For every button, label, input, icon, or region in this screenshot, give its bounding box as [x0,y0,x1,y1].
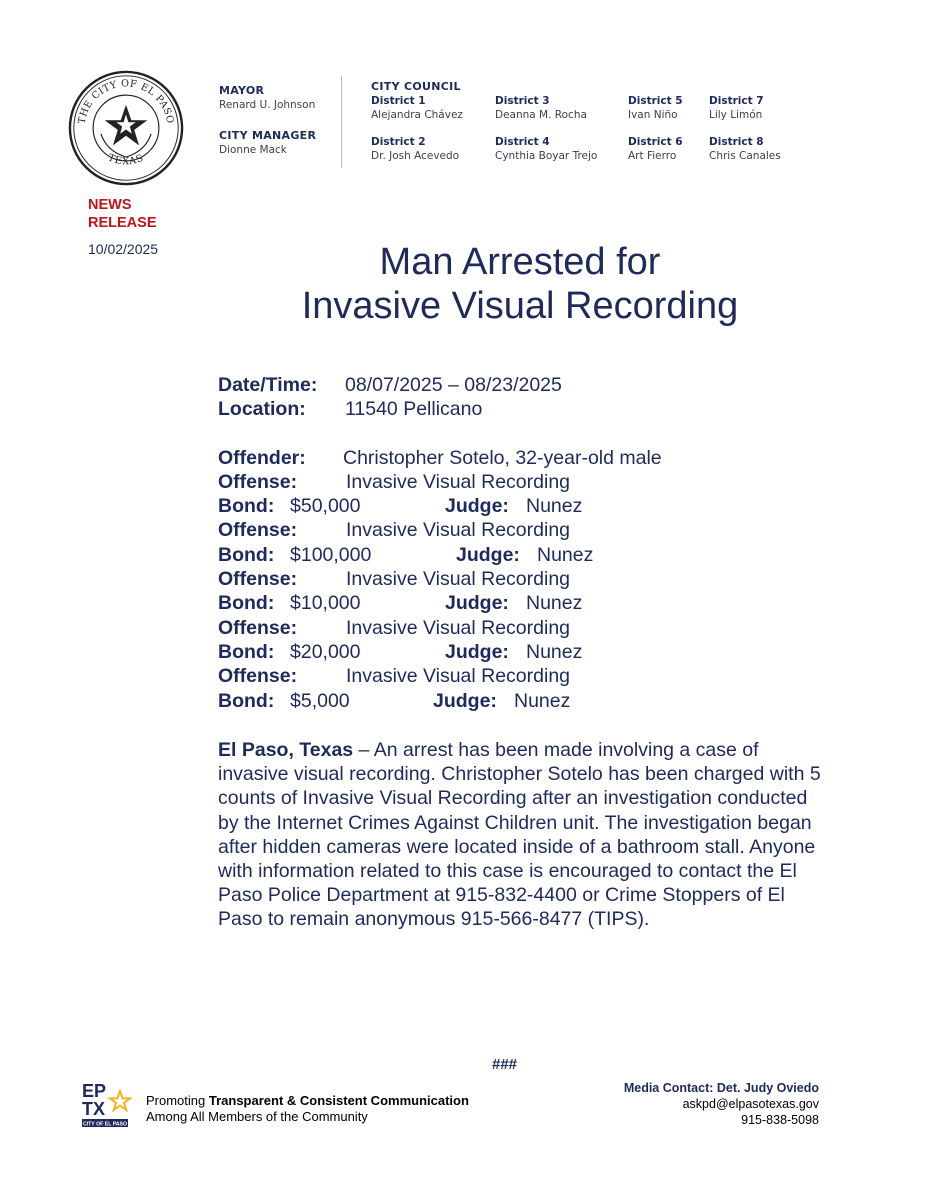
judge-label: Judge: [445,641,509,663]
district-label: District 5 [628,95,683,107]
district-member: Cynthia Boyar Trejo [495,150,598,162]
offense-value: Invasive Visual Recording [346,568,571,590]
bond-value: $100,000 [290,544,372,566]
district-member: Dr. Josh Acevedo [371,150,460,162]
offender-value: Christopher Sotelo, 32-year-old male [343,447,662,469]
release-date: 10/02/2025 [88,241,159,257]
tagline-bold: Transparent & Consistent Communication [208,1093,469,1108]
bond-row [218,591,274,615]
bond-row [218,543,274,567]
district-member: Art Fierro [628,150,677,162]
judge-row [456,543,520,567]
offense-label: Offense: [218,471,298,493]
datetime-row [218,373,317,397]
judge-value: Nunez [537,544,594,566]
news-release-line2: RELEASE [88,215,157,231]
svg-text:EP: EP [82,1081,107,1101]
body-text: – An arrest has been made involving a case of invasive visual recording. Christopher Sotelo has been charged with 5 counts of Invasive Visual Recording after an investigation conducted by the Internet Crimes Against Children unit. The investigation began after hidden cameras were located inside of a bathroom stall. Anyone with information related to this case is encouraged to contact the El Paso Police Department at 915-832-4400 or Crime Stoppers of El Paso to remain anonymous 915-566-8477 (TIPS). [218,739,821,931]
judge-value: Nunez [526,592,583,614]
offense-row [218,518,297,542]
offense-label: Offense: [218,568,298,590]
bond-value: $10,000 [290,592,361,614]
offense-value: Invasive Visual Recording [346,665,571,687]
location-value: 11540 Pellicano [345,398,483,420]
district-member: Lily Limón [709,109,763,121]
footer-tagline [146,1093,469,1125]
council-district-3 [495,94,587,122]
city-manager-label: CITY MANAGER [219,129,317,142]
judge-value: Nunez [526,495,583,517]
offense-row [218,470,297,494]
district-label: District 4 [495,136,550,148]
council-district-5 [628,94,683,122]
eptx-logo [80,1079,132,1129]
headline-line-2: Invasive Visual Recording [301,285,739,327]
mayor-name: Renard U. Johnson [219,99,316,111]
bond-label: Bond: [218,690,275,712]
bond-label: Bond: [218,641,275,663]
end-separator: ### [492,1056,518,1073]
judge-label: Judge: [433,690,497,712]
header-divider [341,76,342,168]
district-member: Chris Canales [709,150,781,162]
judge-value: Nunez [514,690,571,712]
bond-label: Bond: [218,592,275,614]
bond-row [218,640,274,664]
judge-label: Judge: [456,544,520,566]
bond-label: Bond: [218,495,275,517]
city-seal-logo [68,70,184,186]
offender-label: Offender: [218,447,306,469]
bond-value: $5,000 [290,690,350,712]
judge-label: Judge: [445,495,509,517]
bond-label: Bond: [218,544,275,566]
bond-value: $20,000 [290,641,361,663]
offense-label: Offense: [218,665,298,687]
offense-value: Invasive Visual Recording [346,471,571,493]
offense-value: Invasive Visual Recording [346,519,571,541]
city-manager-name: Dionne Mack [219,144,287,156]
district-member: Alejandra Chávez [371,109,463,121]
city-council-label: CITY COUNCIL [371,80,461,93]
bond-row [218,494,274,518]
council-district-2 [371,135,459,163]
news-release-label [88,196,157,232]
judge-row [445,494,509,518]
offense-label: Offense: [218,519,298,541]
judge-value: Nunez [526,641,583,663]
bond-value: $50,000 [290,495,361,517]
svg-text:TEXAS: TEXAS [106,152,146,168]
district-label: District 3 [495,95,550,107]
mayor-block [219,84,315,112]
district-label: District 6 [628,136,683,148]
council-district-6 [628,135,683,163]
media-contact-block [624,1080,819,1128]
datetime-value: 08/07/2025 – 08/23/2025 [345,374,562,396]
tagline-line2: Among All Members of the Community [146,1109,368,1124]
tagline-prefix: Promoting [146,1093,209,1108]
offense-row [218,616,297,640]
tagline-line1 [146,1093,469,1109]
district-label: District 8 [709,136,764,148]
contact-phone: 915-838-5098 [741,1113,819,1127]
council-district-1 [371,94,463,122]
offense-label: Offense: [218,617,298,639]
location-label: Location: [218,398,306,420]
judge-row [445,640,509,664]
offense-value: Invasive Visual Recording [346,617,571,639]
judge-row [433,689,497,713]
svg-text:TX: TX [82,1099,106,1119]
district-member: Deanna M. Rocha [495,109,587,121]
svg-text:THE CITY OF EL PASO: THE CITY OF EL PASO [76,78,176,125]
district-member: Ivan Niño [628,109,678,121]
datetime-label: Date/Time: [218,374,318,396]
offense-row [218,664,297,688]
offender-row [218,446,306,470]
council-district-4 [495,135,597,163]
media-contact: Media Contact: Det. Judy Oviedo [623,1081,819,1095]
mayor-label: MAYOR [219,84,265,97]
district-label: District 2 [371,136,426,148]
contact-email[interactable]: askpd@elpasotexas.gov [682,1097,819,1111]
dateline: El Paso, Texas [218,739,354,761]
headline-line-1: Man Arrested for [379,241,661,283]
news-release-line1: NEWS [88,197,132,213]
location-row [218,397,306,421]
city-manager-block [219,129,316,157]
judge-row [445,591,509,615]
district-label: District 7 [709,95,764,107]
council-district-7 [709,94,764,122]
council-district-8 [709,135,781,163]
offense-row [218,567,297,591]
district-label: District 1 [371,95,426,107]
svg-text:CITY OF EL PASO: CITY OF EL PASO [82,1121,128,1128]
body-paragraph [218,738,828,932]
bond-row [218,689,274,713]
judge-label: Judge: [445,592,509,614]
